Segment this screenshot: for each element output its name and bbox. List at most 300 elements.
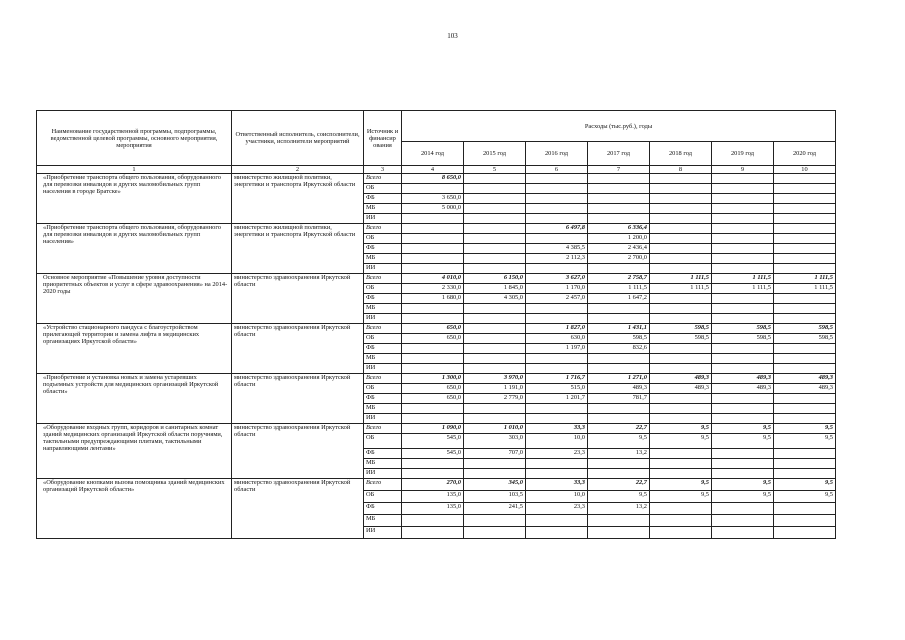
amount-cell: 2 457,0 <box>526 294 588 304</box>
amount-cell: 9,5 <box>650 424 712 434</box>
amount-cell: 598,5 <box>774 334 836 344</box>
amount-cell: 650,0 <box>402 334 464 344</box>
amount-cell <box>588 469 650 479</box>
amount-cell: 2 700,0 <box>588 254 650 264</box>
amount-cell: 3 627,0 <box>526 274 588 284</box>
amount-cell <box>650 304 712 314</box>
amount-cell: 33,3 <box>526 424 588 434</box>
amount-cell <box>402 527 464 539</box>
amount-cell: 9,5 <box>650 491 712 503</box>
header-year: 2016 год <box>526 142 588 166</box>
amount-cell <box>774 503 836 515</box>
amount-cell: 9,5 <box>712 424 774 434</box>
table-row <box>37 479 836 491</box>
amount-cell: 6 336,4 <box>588 224 650 234</box>
amount-cell <box>402 214 464 224</box>
amount-cell: 1 300,0 <box>402 374 464 384</box>
amount-cell: 3 650,0 <box>402 194 464 204</box>
amount-cell <box>526 354 588 364</box>
column-number: 3 <box>364 166 402 174</box>
amount-cell <box>464 324 526 334</box>
funding-source-cell: ОБ <box>364 334 402 344</box>
amount-cell <box>774 449 836 459</box>
amount-cell <box>712 503 774 515</box>
funding-source-cell: ИИ <box>364 414 402 424</box>
funding-source-cell: ФБ <box>364 294 402 304</box>
amount-cell <box>774 194 836 204</box>
amount-cell <box>588 264 650 274</box>
column-number: 1 <box>37 166 232 174</box>
header-executor: Ответственный исполнитель, соисполнители, участники, исполнители мероприятий <box>232 111 364 166</box>
executor-cell: министерство здравоохранения Иркутской области <box>232 324 364 374</box>
amount-cell <box>526 527 588 539</box>
amount-cell <box>712 354 774 364</box>
amount-cell <box>588 314 650 324</box>
amount-cell <box>464 404 526 414</box>
funding-source-cell: ФБ <box>364 244 402 254</box>
amount-cell <box>774 224 836 234</box>
amount-cell <box>712 515 774 527</box>
amount-cell <box>464 314 526 324</box>
amount-cell: 9,5 <box>774 491 836 503</box>
funding-source-cell: МБ <box>364 304 402 314</box>
amount-cell <box>712 459 774 469</box>
amount-cell <box>650 527 712 539</box>
amount-cell: 781,7 <box>588 394 650 404</box>
amount-cell <box>588 527 650 539</box>
amount-cell <box>464 459 526 469</box>
amount-cell <box>526 364 588 374</box>
amount-cell: 650,0 <box>402 324 464 334</box>
amount-cell <box>588 414 650 424</box>
amount-cell: 489,3 <box>774 374 836 384</box>
header-row-numbers <box>37 166 836 174</box>
amount-cell <box>402 469 464 479</box>
amount-cell: 13,2 <box>588 449 650 459</box>
amount-cell <box>650 414 712 424</box>
amount-cell <box>650 204 712 214</box>
amount-cell <box>712 469 774 479</box>
header-year: 2014 год <box>402 142 464 166</box>
column-number: 6 <box>526 166 588 174</box>
amount-cell <box>402 184 464 194</box>
amount-cell: 489,3 <box>650 384 712 394</box>
amount-cell <box>712 224 774 234</box>
amount-cell <box>464 334 526 344</box>
column-number: 10 <box>774 166 836 174</box>
amount-cell: 13,2 <box>588 503 650 515</box>
funding-source-cell: ОБ <box>364 491 402 503</box>
amount-cell: 598,5 <box>588 334 650 344</box>
amount-cell <box>464 304 526 314</box>
column-number: 8 <box>650 166 712 174</box>
amount-cell <box>650 174 712 184</box>
amount-cell <box>650 404 712 414</box>
amount-cell <box>774 214 836 224</box>
program-name-cell: «Оборудование входных групп, коридоров и санитарных комнат зданий медицинских организаций Иркутской области поручнями, тактильными предупреждающими плитами, тактильными направляющими лентами» <box>37 424 232 479</box>
amount-cell <box>650 224 712 234</box>
amount-cell <box>650 364 712 374</box>
funding-source-cell: ИИ <box>364 264 402 274</box>
header-year: 2017 год <box>588 142 650 166</box>
amount-cell <box>526 234 588 244</box>
amount-cell <box>588 364 650 374</box>
header-year: 2018 год <box>650 142 712 166</box>
amount-cell <box>712 214 774 224</box>
program-name-cell: «Устройство стационарного пандуса с благоустройством прилегающей территории и замена лифта в медицинских организациях Иркутской области» <box>37 324 232 374</box>
amount-cell: 489,3 <box>650 374 712 384</box>
amount-cell: 1 111,5 <box>588 284 650 294</box>
amount-cell <box>774 294 836 304</box>
amount-cell <box>774 354 836 364</box>
amount-cell <box>402 515 464 527</box>
amount-cell: 650,0 <box>402 384 464 394</box>
amount-cell <box>464 344 526 354</box>
amount-cell <box>650 214 712 224</box>
amount-cell <box>464 515 526 527</box>
header-year: 2019 год <box>712 142 774 166</box>
amount-cell <box>464 174 526 184</box>
amount-cell <box>774 244 836 254</box>
amount-cell <box>402 404 464 414</box>
amount-cell: 303,0 <box>464 434 526 449</box>
amount-cell <box>526 174 588 184</box>
amount-cell <box>650 254 712 264</box>
amount-cell: 832,6 <box>588 344 650 354</box>
amount-cell: 135,0 <box>402 503 464 515</box>
amount-cell <box>712 404 774 414</box>
amount-cell <box>774 314 836 324</box>
amount-cell: 22,7 <box>588 479 650 491</box>
amount-cell <box>650 344 712 354</box>
funding-source-cell: ИИ <box>364 469 402 479</box>
amount-cell <box>588 184 650 194</box>
amount-cell <box>464 527 526 539</box>
amount-cell: 345,0 <box>464 479 526 491</box>
table-row <box>37 424 836 434</box>
funding-source-cell: ФБ <box>364 344 402 354</box>
amount-cell <box>402 244 464 254</box>
amount-cell: 6 150,0 <box>464 274 526 284</box>
amount-cell <box>774 344 836 354</box>
amount-cell: 598,5 <box>650 324 712 334</box>
funding-source-cell: Всего <box>364 174 402 184</box>
amount-cell <box>774 404 836 414</box>
executor-cell: министерство здравоохранения Иркутской области <box>232 374 364 424</box>
amount-cell <box>588 194 650 204</box>
amount-cell: 4 010,0 <box>402 274 464 284</box>
executor-cell: министерство здравоохранения Иркутской области <box>232 424 364 479</box>
funding-source-cell: Всего <box>364 274 402 284</box>
amount-cell <box>526 264 588 274</box>
amount-cell <box>774 304 836 314</box>
funding-source-cell: ФБ <box>364 449 402 459</box>
amount-cell <box>464 364 526 374</box>
amount-cell: 9,5 <box>650 479 712 491</box>
table-row <box>37 174 836 184</box>
amount-cell: 2 779,0 <box>464 394 526 404</box>
amount-cell <box>650 184 712 194</box>
expenses-table <box>36 110 836 539</box>
amount-cell <box>588 354 650 364</box>
amount-cell <box>774 459 836 469</box>
program-name-cell: «Оборудование кнопками вызова помощника зданий медицинских организаций Иркутской области» <box>37 479 232 539</box>
amount-cell: 1 680,0 <box>402 294 464 304</box>
amount-cell <box>712 264 774 274</box>
header-funding-source: Источник и финансир ования <box>364 111 402 166</box>
amount-cell: 1 191,0 <box>464 384 526 394</box>
funding-source-cell: МБ <box>364 515 402 527</box>
amount-cell <box>402 354 464 364</box>
amount-cell <box>712 204 774 214</box>
program-name-cell: Основное мероприятие «Повышение уровня доступности приоритетных объектов и услуг в сфере здравоохранения» на 2014-2020 годы <box>37 274 232 324</box>
amount-cell: 9,5 <box>588 434 650 449</box>
amount-cell <box>402 264 464 274</box>
funding-source-cell: Всего <box>364 424 402 434</box>
amount-cell <box>402 414 464 424</box>
amount-cell: 1 845,0 <box>464 284 526 294</box>
amount-cell <box>774 394 836 404</box>
amount-cell <box>464 254 526 264</box>
amount-cell <box>712 174 774 184</box>
amount-cell: 598,5 <box>650 334 712 344</box>
amount-cell <box>464 264 526 274</box>
amount-cell: 135,0 <box>402 491 464 503</box>
amount-cell: 1 200,0 <box>588 234 650 244</box>
amount-cell: 489,3 <box>588 384 650 394</box>
amount-cell: 1 111,5 <box>650 284 712 294</box>
funding-source-cell: ФБ <box>364 394 402 404</box>
amount-cell: 6 497,8 <box>526 224 588 234</box>
amount-cell <box>712 449 774 459</box>
amount-cell <box>526 214 588 224</box>
amount-cell <box>464 184 526 194</box>
amount-cell: 3 970,0 <box>464 374 526 384</box>
amount-cell <box>588 214 650 224</box>
amount-cell: 1 431,1 <box>588 324 650 334</box>
amount-cell: 23,3 <box>526 503 588 515</box>
funding-source-cell: ФБ <box>364 194 402 204</box>
amount-cell <box>712 304 774 314</box>
amount-cell <box>650 264 712 274</box>
column-number: 2 <box>232 166 364 174</box>
amount-cell <box>402 459 464 469</box>
amount-cell: 2 436,4 <box>588 244 650 254</box>
header-year: 2020 год <box>774 142 836 166</box>
funding-source-cell: МБ <box>364 459 402 469</box>
amount-cell: 9,5 <box>712 479 774 491</box>
amount-cell <box>712 194 774 204</box>
amount-cell <box>464 224 526 234</box>
header-program-name: Наименование государственной программы, подпрограммы, ведомственной целевой программы, основного мероприятия, мероприятия <box>37 111 232 166</box>
amount-cell <box>774 234 836 244</box>
funding-source-cell: ИИ <box>364 314 402 324</box>
column-number: 7 <box>588 166 650 174</box>
amount-cell <box>402 344 464 354</box>
amount-cell <box>588 459 650 469</box>
amount-cell: 1 090,0 <box>402 424 464 434</box>
amount-cell <box>650 469 712 479</box>
amount-cell: 23,3 <box>526 449 588 459</box>
table-row <box>37 274 836 284</box>
column-number: 9 <box>712 166 774 174</box>
amount-cell: 9,5 <box>712 434 774 449</box>
funding-source-cell: МБ <box>364 354 402 364</box>
amount-cell <box>526 414 588 424</box>
funding-source-cell: МБ <box>364 254 402 264</box>
executor-cell: министерство здравоохранения Иркутской области <box>232 479 364 539</box>
amount-cell <box>650 234 712 244</box>
amount-cell: 1 201,7 <box>526 394 588 404</box>
funding-source-cell: МБ <box>364 404 402 414</box>
amount-cell: 270,0 <box>402 479 464 491</box>
amount-cell: 9,5 <box>774 434 836 449</box>
funding-source-cell: ОБ <box>364 284 402 294</box>
amount-cell: 489,3 <box>712 374 774 384</box>
amount-cell: 2 112,3 <box>526 254 588 264</box>
amount-cell: 241,5 <box>464 503 526 515</box>
funding-source-cell: Всего <box>364 374 402 384</box>
funding-source-cell: ОБ <box>364 234 402 244</box>
amount-cell <box>402 304 464 314</box>
amount-cell: 1 010,0 <box>464 424 526 434</box>
amount-cell: 650,0 <box>402 394 464 404</box>
amount-cell <box>650 294 712 304</box>
amount-cell <box>774 254 836 264</box>
amount-cell <box>464 204 526 214</box>
amount-cell <box>526 404 588 414</box>
amount-cell <box>774 364 836 374</box>
amount-cell <box>712 314 774 324</box>
amount-cell <box>712 234 774 244</box>
funding-source-cell: ИИ <box>364 527 402 539</box>
amount-cell <box>464 194 526 204</box>
amount-cell: 1 647,2 <box>588 294 650 304</box>
table-row <box>37 374 836 384</box>
amount-cell <box>464 214 526 224</box>
amount-cell: 10,0 <box>526 491 588 503</box>
funding-source-cell: ОБ <box>364 434 402 449</box>
amount-cell: 103,5 <box>464 491 526 503</box>
funding-source-cell: ИИ <box>364 364 402 374</box>
amount-cell: 545,0 <box>402 449 464 459</box>
executor-cell: министерство жилищной политики, энергетики и транспорта Иркутской области <box>232 224 364 274</box>
amount-cell: 545,0 <box>402 434 464 449</box>
amount-cell: 489,3 <box>712 384 774 394</box>
amount-cell: 1 271,0 <box>588 374 650 384</box>
funding-source-cell: ИИ <box>364 214 402 224</box>
funding-source-cell: МБ <box>364 204 402 214</box>
amount-cell: 707,0 <box>464 449 526 459</box>
amount-cell <box>464 414 526 424</box>
amount-cell: 4 305,0 <box>464 294 526 304</box>
amount-cell: 9,5 <box>588 491 650 503</box>
amount-cell <box>588 515 650 527</box>
amount-cell: 1 111,5 <box>650 274 712 284</box>
amount-cell <box>774 469 836 479</box>
amount-cell <box>712 527 774 539</box>
amount-cell: 9,5 <box>712 491 774 503</box>
program-name-cell: «Приобретение и установка новых и замена устаревших подъемных устройств для медицинских организаций Иркутской области» <box>37 374 232 424</box>
page-number: 103 <box>447 32 458 40</box>
funding-source-cell: Всего <box>364 324 402 334</box>
column-number: 4 <box>402 166 464 174</box>
amount-cell <box>712 184 774 194</box>
amount-cell: 4 385,5 <box>526 244 588 254</box>
amount-cell <box>402 234 464 244</box>
amount-cell: 1 716,7 <box>526 374 588 384</box>
amount-cell: 1 111,5 <box>712 274 774 284</box>
funding-source-cell: ОБ <box>364 384 402 394</box>
amount-cell: 630,0 <box>526 334 588 344</box>
amount-cell: 1 827,0 <box>526 324 588 334</box>
table-row <box>37 324 836 334</box>
header-row-top <box>37 111 836 142</box>
amount-cell <box>650 449 712 459</box>
amount-cell <box>712 254 774 264</box>
amount-cell: 515,0 <box>526 384 588 394</box>
amount-cell: 10,0 <box>526 434 588 449</box>
amount-cell <box>650 394 712 404</box>
amount-cell <box>526 469 588 479</box>
amount-cell <box>650 503 712 515</box>
amount-cell <box>464 354 526 364</box>
amount-cell <box>712 244 774 254</box>
amount-cell <box>526 184 588 194</box>
table-row <box>37 224 836 234</box>
amount-cell <box>402 364 464 374</box>
header-expenses: Расходы (тыс.руб.), годы <box>402 111 836 142</box>
amount-cell <box>712 344 774 354</box>
amount-cell <box>774 184 836 194</box>
amount-cell <box>526 314 588 324</box>
executor-cell: министерство жилищной политики, энергетики и транспорта Иркутской области <box>232 174 364 224</box>
column-number: 5 <box>464 166 526 174</box>
amount-cell: 9,5 <box>774 424 836 434</box>
amount-cell <box>402 314 464 324</box>
funding-source-cell: Всего <box>364 224 402 234</box>
amount-cell: 33,3 <box>526 479 588 491</box>
amount-cell <box>588 204 650 214</box>
amount-cell <box>526 459 588 469</box>
amount-cell <box>526 194 588 204</box>
amount-cell <box>712 394 774 404</box>
program-name-cell: «Приобретение транспорта общего пользования, оборудованного для перевозки инвалидов и других маломобильных групп населения» <box>37 224 232 274</box>
amount-cell <box>712 414 774 424</box>
executor-cell: министерство здравоохранения Иркутской области <box>232 274 364 324</box>
amount-cell <box>774 515 836 527</box>
amount-cell: 1 111,5 <box>774 284 836 294</box>
amount-cell <box>464 234 526 244</box>
amount-cell <box>712 294 774 304</box>
amount-cell <box>774 527 836 539</box>
amount-cell: 598,5 <box>712 324 774 334</box>
amount-cell: 598,5 <box>774 324 836 334</box>
amount-cell <box>588 404 650 414</box>
amount-cell <box>712 364 774 374</box>
amount-cell <box>650 515 712 527</box>
amount-cell <box>402 254 464 264</box>
amount-cell <box>774 264 836 274</box>
amount-cell: 2 758,7 <box>588 274 650 284</box>
amount-cell <box>588 304 650 314</box>
header-year: 2015 год <box>464 142 526 166</box>
amount-cell <box>774 414 836 424</box>
funding-source-cell: ФБ <box>364 503 402 515</box>
amount-cell: 5 000,0 <box>402 204 464 214</box>
amount-cell: 8 650,0 <box>402 174 464 184</box>
amount-cell <box>650 459 712 469</box>
